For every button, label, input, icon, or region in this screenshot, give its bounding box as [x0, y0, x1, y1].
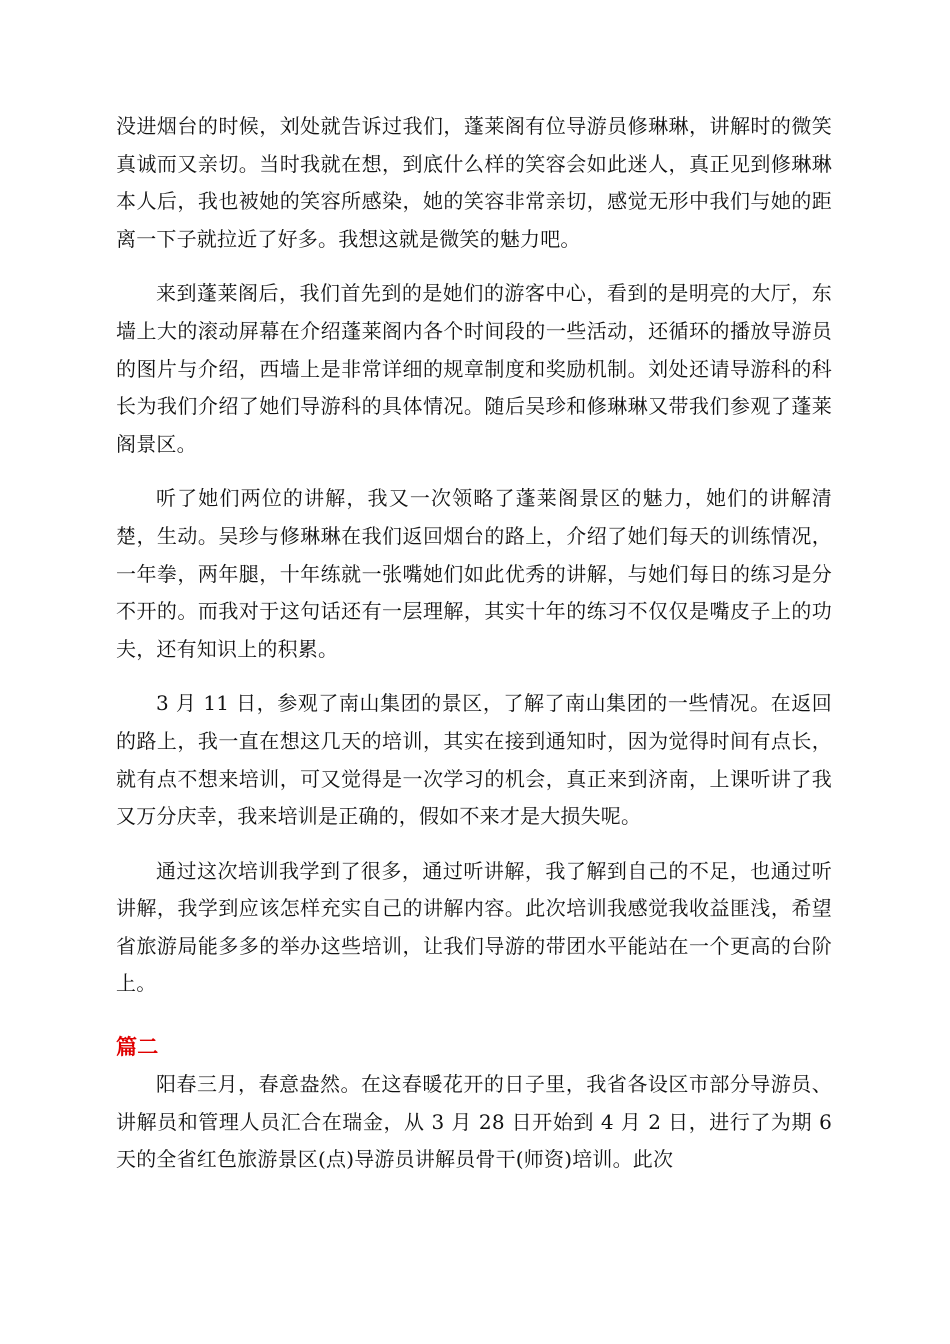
paragraph-nanshan-visit: 3 月 11 日，参观了南山集团的景区，了解了南山集团的一些情况。在返回的路上，我一直在想这几天的培训，其实在接到通知时，因为觉得时间有点长，就有点不想来培训，可又觉得是一次学习的机会，真正来到济南，上课听讲了我又万分庆幸，我来培训是正确的，假如不来才是大损失呢。 [116, 691, 832, 829]
paragraph-guide-explanation: 听了她们两位的讲解，我又一次领略了蓬莱阁景区的魅力，她们的讲解清楚，生动。吴珍与修琳琳在我们返回烟台的路上，介绍了她们每天的训练情况，一年拳，两年腿，十年练就一张嘴她们如此优秀的讲解，与她们每日的练习是分不开的。而我对于这句话还有一层理解，其实十年的练习不仅仅是嘴皮子上的功夫，还有知识上的积累。 [116, 486, 832, 661]
document-page [116, 108, 832, 1196]
paragraph-part-two-intro: 阳春三月，春意盎然。在这春暖花开的日子里，我省各设区市部分导游员、讲解员和管理人员汇合在瑞金，从 3 月 28 日开始到 4 月 2 日，进行了为期 6 天的全省红色旅游景区(点)导游员讲解员骨干(师资)培训。此次 [116, 1072, 832, 1172]
paragraph-continuation: 没进烟台的时候，刘处就告诉过我们，蓬莱阁有位导游员修琳琳，讲解时的微笑真诚而又亲切。当时我就在想，到底什么样的笑容会如此迷人，真正见到修琳琳本人后，我也被她的笑容所感染，她的笑容非常亲切，感觉无形中我们与她的距离一下子就拉近了好多。我想这就是微笑的魅力吧。 [116, 114, 832, 251]
paragraph-penglai-visit: 来到蓬莱阁后，我们首先到的是她们的游客中心，看到的是明亮的大厅，东墙上大的滚动屏幕在介绍蓬莱阁内各个时间段的一些活动，还循环的播放导游员的图片与介绍，西墙上是非常详细的规章制度和奖励机制。刘处还请导游科的科长为我们介绍了她们导游科的具体情况。随后吴珍和修琳琳又带我们参观了蓬莱阁景区。 [116, 281, 832, 456]
paragraph-training-summary: 通过这次培训我学到了很多，通过听讲解，我了解到自己的不足，也通过听讲解，我学到应该怎样充实自己的讲解内容。此次培训我感觉我收益匪浅，希望省旅游局能多多的举办这些培训，让我们导游的带团水平能站在一个更高的台阶上。 [116, 858, 832, 996]
section-heading: 篇二 [116, 1035, 159, 1060]
